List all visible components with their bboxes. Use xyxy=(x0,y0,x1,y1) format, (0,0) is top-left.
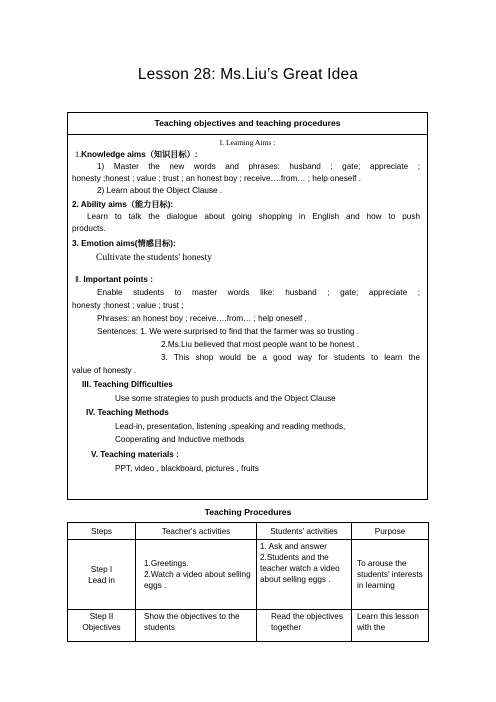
important-sentence-1: Sentences: 1. We were surprised to find that the farmer was so trusting . xyxy=(97,327,359,336)
procedures-header-row xyxy=(68,523,429,540)
teacher-activity-1: Show the objectives to the students xyxy=(144,612,240,632)
header-students-activities: Students' activities xyxy=(257,523,352,540)
teaching-difficulties-text: Use some strategies to push products and the Object Clause xyxy=(115,394,336,403)
table-row xyxy=(68,540,429,610)
important-points-label: Ⅱ. Important points : xyxy=(75,275,153,284)
learning-aims-heading: I. Learning Aims : xyxy=(219,138,276,147)
emotion-aims-label: 3. Emotion aims(情感目标): xyxy=(72,239,176,248)
teacher-activities-cell xyxy=(136,610,257,642)
teaching-methods-label: IV. Teaching Methods xyxy=(86,408,169,417)
knowledge-aim-1: 1) Master the new words and phrases: husband ; gate; appreciate ; xyxy=(97,162,420,171)
header-teacher-activities: Teacher's activities xyxy=(136,523,257,540)
knowledge-aim-1-cont: honesty ;honest ; value ; trust ; an honest boy ; receive….from… ; help oneself . xyxy=(72,174,361,183)
purpose-text: Learn this lesson with the xyxy=(357,612,419,632)
ability-aims-text-cont: products. xyxy=(72,224,106,233)
teacher-activity-2: 2.Watch a video about selling eggs . xyxy=(144,570,251,590)
lesson-title: Lesson 28: Ms.Liu’s Great Idea xyxy=(137,66,359,83)
purpose-text: To arouse the students' interests in learning xyxy=(357,559,423,590)
purpose-cell xyxy=(352,540,429,610)
ability-aims-text: Learn to talk the dialogue about going shopping in English and how to push xyxy=(87,212,420,221)
step-name: Objectives xyxy=(82,623,121,632)
knowledge-aims-label: 1.Knowledge aims（知识目标）: xyxy=(75,150,198,159)
emotion-aims-text: Cultivate the students' honesty xyxy=(96,253,212,263)
knowledge-aim-2: 2) Learn about the Object Clause . xyxy=(97,186,223,195)
important-points-phrases: Phrases: an honest boy ; receive….from… ; help oneself . xyxy=(97,314,307,323)
header-purpose: Purpose xyxy=(352,523,429,540)
teaching-methods-text-cont: Cooperating and Inductive methods xyxy=(115,435,245,444)
teaching-difficulties-label: III. Teaching Difficulties xyxy=(82,380,173,389)
teacher-activity-1: 1.Greetings. xyxy=(144,559,189,568)
objectives-header: Teaching objectives and teaching procedures xyxy=(68,113,427,135)
important-sentence-3-cont: value of honesty . xyxy=(72,366,137,375)
procedures-table xyxy=(67,522,429,642)
important-points-words: Enable students to master words like: husband ; gate; appreciate ; xyxy=(97,288,420,297)
teaching-materials-text: PPT, video , blackboard, pictures , fruits xyxy=(115,464,259,473)
teacher-activities-cell xyxy=(136,540,257,610)
objectives-box xyxy=(67,112,428,500)
students-activity-2: 2.Students and the teacher watch a video about selling eggs . xyxy=(260,553,340,584)
step-cell xyxy=(68,610,136,642)
important-points-words-cont: honesty ;honest ; value ; trust ; xyxy=(72,301,184,310)
students-activities-cell xyxy=(257,540,352,610)
step-number: Step II xyxy=(89,612,114,621)
teaching-methods-text: Lead-in, presentation, listening ,speaking and reading methods, xyxy=(115,422,346,431)
purpose-cell xyxy=(352,610,429,642)
important-sentence-2: 2.Ms.Liu believed that most people want to be honest . xyxy=(161,340,359,349)
table-row xyxy=(68,610,429,642)
step-cell xyxy=(68,540,136,610)
students-activity-1: Read the objectives together xyxy=(271,612,343,632)
students-activities-cell xyxy=(257,610,352,642)
ability-aims-label: 2. Ability aims（能力目标): xyxy=(72,200,174,209)
students-activity-1: 1. Ask and answer xyxy=(260,542,327,551)
important-sentence-3: 3. This shop would be a good way for students to learn the xyxy=(161,353,420,362)
teaching-materials-label: V. Teaching materials : xyxy=(91,450,179,459)
header-steps: Steps xyxy=(68,523,136,540)
step-number: Step I xyxy=(90,564,113,574)
procedures-title: Teaching Procedures xyxy=(204,507,292,517)
step-name: Lead in xyxy=(88,575,115,585)
